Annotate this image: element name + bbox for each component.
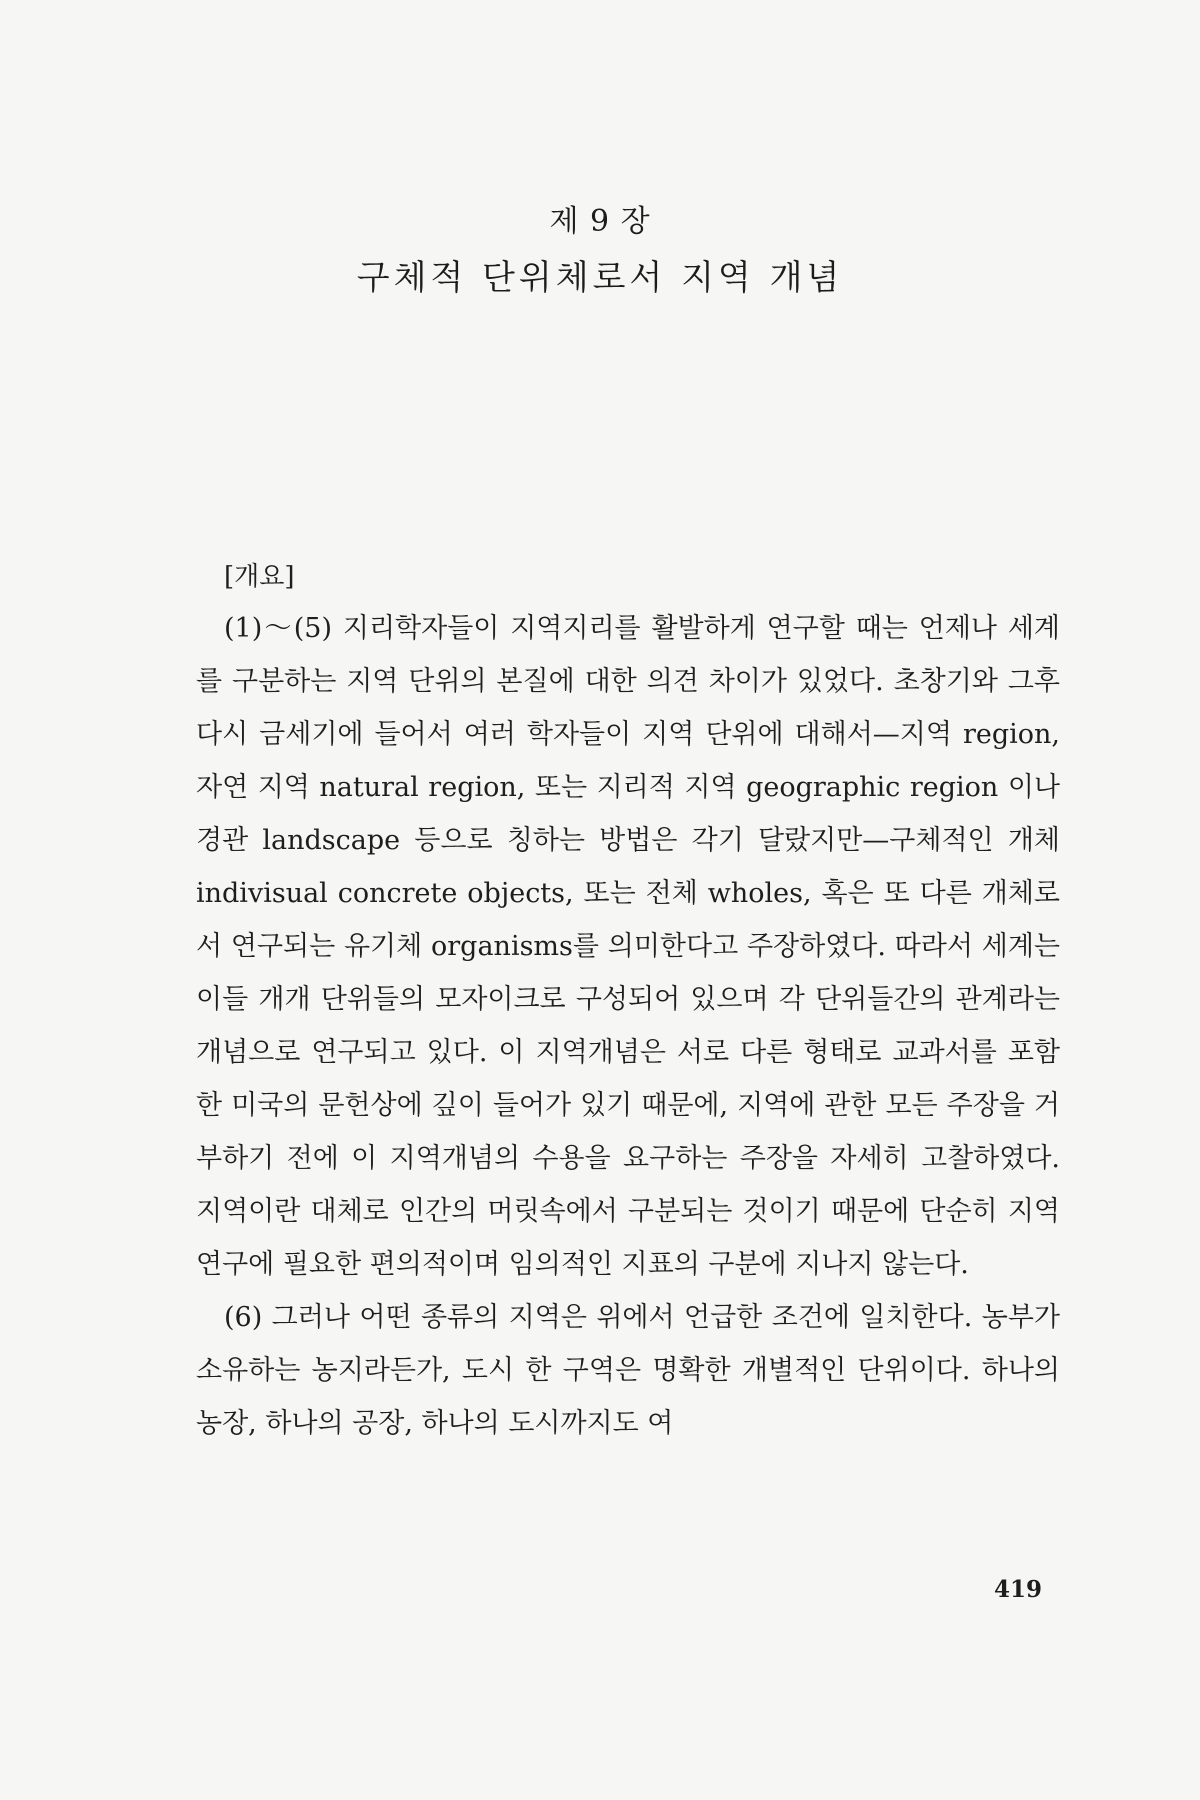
section-heading: [개요]	[224, 562, 295, 592]
chapter-number: 제 9 장	[549, 204, 651, 239]
body-text	[196, 602, 1060, 1450]
paragraph-2: (6) 그러나 어떤 종류의 지역은 위에서 언급한 조건에 일치한다. 농부가 소유하는 농지라든가, 도시 한 구역은 명확한 개별적인 단위이다. 하나의 농장, 하나의 공장, 하나의 도시까지도 여	[196, 1302, 1060, 1439]
chapter-title: 구체적 단위체로서 지역 개념	[356, 258, 844, 298]
page-number: 419	[994, 1576, 1043, 1603]
paragraph-1: (1)～(5) 지리학자들이 지역지리를 활발하게 연구할 때는 언제나 세계를 구분하는 지역 단위의 본질에 대한 의견 차이가 있었다. 초창기와 그후 다시 금세기에 들어서 여러 학자들이 지역 단위에 대해서—지역 region, 자연 지역 natural region, 또는 지리적 지역 geographic region 이나 경관 landscape 등으로 칭하는 방법은 각기 달랐지만—구체적인 개체 indivisual concrete objects, 또는 전체 wholes, 혹은 또 다른 개체로서 연구되는 유기체 organisms를 의미한다고 주장하였다. 따라서 세계는 이들 개개 단위들의 모자이크로 구성되어 있으며 각 단위들간의 관계라는 개념으로 연구되고 있다. 이 지역개념은 서로 다른 형태로 교과서를 포함한 미국의 문헌상에 깊이 들어가 있기 때문에, 지역에 관한 모든 주장을 거부하기 전에 이 지역개념의 수용을 요구하는 주장을 자세히 고찰하였다. 지역이란 대체로 인간의 머릿속에서 구분되는 것이기 때문에 단순히 지역 연구에 필요한 편의적이며 임의적인 지표의 구분에 지나지 않는다.	[196, 613, 1060, 1280]
